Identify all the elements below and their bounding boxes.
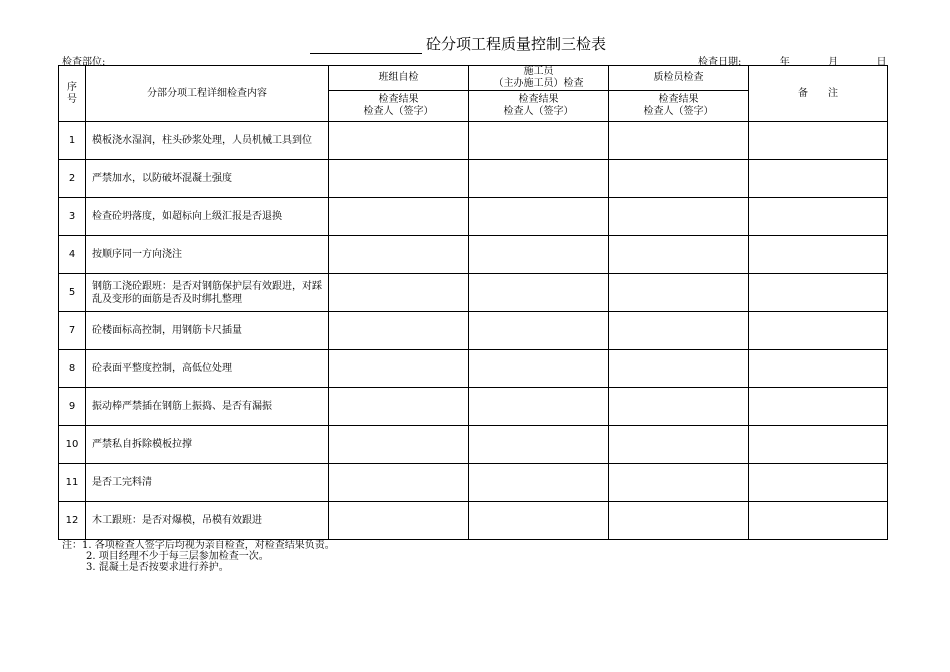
team-check-cell[interactable] <box>329 350 469 388</box>
title-blank-line <box>310 39 422 54</box>
qc-check-cell[interactable] <box>609 350 749 388</box>
row-content: 按顺序同一方向浇注 <box>86 236 329 274</box>
team-check-cell[interactable] <box>329 388 469 426</box>
header-worker-check <box>469 66 609 91</box>
worker-check-cell[interactable] <box>469 122 609 160</box>
table-row <box>59 198 888 236</box>
row-content: 振动棒严禁插在钢筋上振捣、是否有漏振 <box>86 388 329 426</box>
remark-cell[interactable] <box>749 312 888 350</box>
table-row <box>59 236 888 274</box>
worker-check-cell[interactable] <box>469 160 609 198</box>
header-remark: 备 注 <box>749 66 888 122</box>
table-row <box>59 388 888 426</box>
qc-check-cell[interactable] <box>609 236 749 274</box>
team-check-cell[interactable] <box>329 198 469 236</box>
row-number: 7 <box>59 312 86 350</box>
header-seq: 序号 <box>59 66 86 122</box>
qc-check-cell[interactable] <box>609 198 749 236</box>
subheader-result: 检查结果 <box>658 94 699 105</box>
subheader-inspector: 检查人（签字） <box>643 106 714 117</box>
subheader-result: 检查结果 <box>378 94 419 105</box>
subheader-result: 检查结果 <box>518 94 559 105</box>
date-day: 日 <box>876 57 887 68</box>
table-row <box>59 160 888 198</box>
qc-check-cell[interactable] <box>609 274 749 312</box>
qc-check-cell[interactable] <box>609 122 749 160</box>
team-check-cell[interactable] <box>329 122 469 160</box>
table-body <box>59 122 888 540</box>
row-number: 9 <box>59 388 86 426</box>
row-content: 砼楼面标高控制，用钢筋卡尺插量 <box>86 312 329 350</box>
team-check-cell[interactable] <box>329 236 469 274</box>
remark-cell[interactable] <box>749 236 888 274</box>
qc-check-cell[interactable] <box>609 426 749 464</box>
table-row <box>59 274 888 312</box>
row-content: 是否工完料清 <box>86 464 329 502</box>
row-content: 严禁加水，以防破坏混凝土强度 <box>86 160 329 198</box>
form-title <box>310 33 606 54</box>
row-number: 1 <box>59 122 86 160</box>
note-3: 3. 混凝土是否按要求进行养护。 <box>86 562 229 573</box>
team-check-cell[interactable] <box>329 464 469 502</box>
table-row <box>59 312 888 350</box>
date-month: 月 <box>828 57 839 68</box>
worker-check-cell[interactable] <box>469 464 609 502</box>
inspection-location-label: 检查部位: <box>62 57 106 68</box>
remark-cell[interactable] <box>749 426 888 464</box>
qc-check-cell[interactable] <box>609 502 749 540</box>
worker-check-cell[interactable] <box>469 274 609 312</box>
subheader-worker <box>469 91 609 122</box>
qc-check-cell[interactable] <box>609 388 749 426</box>
team-check-cell[interactable] <box>329 426 469 464</box>
header-content: 分部分项工程详细检查内容 <box>86 66 329 122</box>
subheader-team <box>329 91 469 122</box>
header-worker-line2: （主办施工员）检查 <box>493 78 584 89</box>
row-content: 检查砼坍落度，如超标向上级汇报是否退换 <box>86 198 329 236</box>
remark-cell[interactable] <box>749 198 888 236</box>
row-content: 钢筋工浇砼跟班：是否对钢筋保护层有效跟进，对踩乱及变形的面筋是否及时绑扎整理 <box>86 274 329 312</box>
worker-check-cell[interactable] <box>469 426 609 464</box>
team-check-cell[interactable] <box>329 502 469 540</box>
row-content: 木工跟班：是否对爆模，吊模有效跟进 <box>86 502 329 540</box>
row-number: 10 <box>59 426 86 464</box>
team-check-cell[interactable] <box>329 274 469 312</box>
worker-check-cell[interactable] <box>469 388 609 426</box>
row-content: 严禁私自拆除模板拉撑 <box>86 426 329 464</box>
remark-cell[interactable] <box>749 274 888 312</box>
worker-check-cell[interactable] <box>469 312 609 350</box>
date-label: 检查日期: <box>698 57 742 68</box>
table-row <box>59 426 888 464</box>
table-row <box>59 464 888 502</box>
remark-cell[interactable] <box>749 388 888 426</box>
team-check-cell[interactable] <box>329 160 469 198</box>
row-content: 模板浇水湿润，柱头砂浆处理，人员机械工具到位 <box>86 122 329 160</box>
header-worker-line1: 施工员 <box>523 66 554 77</box>
remark-cell[interactable] <box>749 122 888 160</box>
qc-check-cell[interactable] <box>609 464 749 502</box>
row-number: 11 <box>59 464 86 502</box>
remark-cell[interactable] <box>749 464 888 502</box>
note-2: 2. 项目经理不少于每三层参加检查一次。 <box>86 551 269 562</box>
date-year: 年 <box>779 57 790 68</box>
inspection-table <box>58 65 888 540</box>
row-number: 5 <box>59 274 86 312</box>
worker-check-cell[interactable] <box>469 502 609 540</box>
row-number: 8 <box>59 350 86 388</box>
worker-check-cell[interactable] <box>469 198 609 236</box>
footnotes <box>62 540 335 573</box>
row-number: 2 <box>59 160 86 198</box>
remark-cell[interactable] <box>749 350 888 388</box>
qc-check-cell[interactable] <box>609 312 749 350</box>
row-content: 砼表面平整度控制，高低位处理 <box>86 350 329 388</box>
table-row <box>59 122 888 160</box>
row-number: 3 <box>59 198 86 236</box>
table-row <box>59 350 888 388</box>
remark-cell[interactable] <box>749 502 888 540</box>
row-number: 4 <box>59 236 86 274</box>
worker-check-cell[interactable] <box>469 236 609 274</box>
worker-check-cell[interactable] <box>469 350 609 388</box>
subheader-inspector: 检查人（签字） <box>363 106 434 117</box>
row-number: 12 <box>59 502 86 540</box>
qc-check-cell[interactable] <box>609 160 749 198</box>
note-1: 注：1. 各项检查人签字后均视为亲自检查，对检查结果负责。 <box>62 540 335 551</box>
subheader-inspector: 检查人（签字） <box>503 106 574 117</box>
table-row <box>59 502 888 540</box>
title-text: 砼分项工程质量控制三检表 <box>426 35 607 53</box>
header-team-check: 班组自检 <box>329 66 469 91</box>
remark-cell[interactable] <box>749 160 888 198</box>
subheader-qc <box>609 91 749 122</box>
header-qc-check: 质检员检查 <box>609 66 749 91</box>
team-check-cell[interactable] <box>329 312 469 350</box>
